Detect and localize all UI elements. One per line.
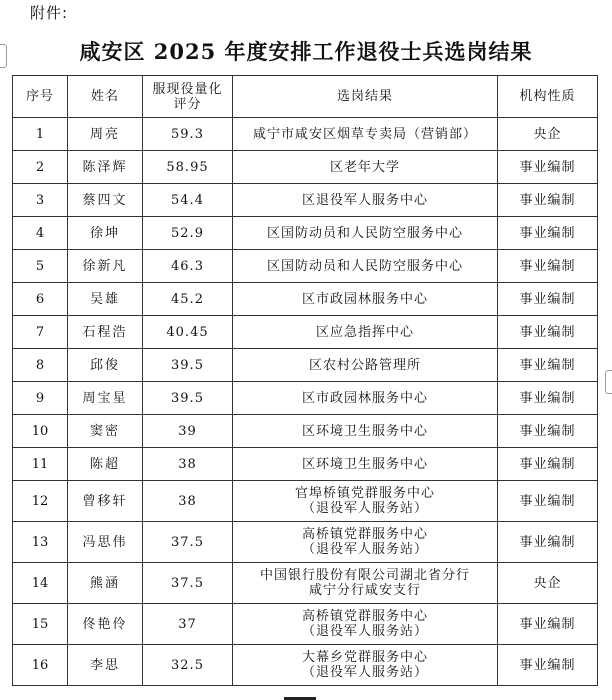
- row-result-cell: [233, 349, 498, 382]
- row-score-cell: 45.2: [143, 283, 233, 316]
- row-nature-cell: 事业编制: [498, 217, 598, 250]
- row-score-cell: 37: [143, 604, 233, 645]
- row-score-cell: 37.5: [143, 563, 233, 604]
- table-row: [13, 349, 598, 382]
- row-result-line1: 高桥镇党群服务中心: [301, 609, 428, 624]
- row-result-cell: [233, 382, 498, 415]
- header-nature: 机构性质: [498, 76, 598, 118]
- row-score-cell: 39: [143, 415, 233, 448]
- row-result-line1: 区市政园林服务中心: [301, 390, 428, 406]
- row-result-line1: 区退役军人服务中心: [301, 192, 428, 208]
- row-result-cell: [233, 316, 498, 349]
- row-no-cell: 7: [13, 316, 68, 349]
- row-result-line1: 区农村公路管理所: [308, 357, 421, 373]
- row-no-cell: 3: [13, 184, 68, 217]
- row-score-cell: 52.9: [143, 217, 233, 250]
- row-nature-cell: 事业编制: [498, 645, 598, 686]
- header-name: 姓名: [68, 76, 143, 118]
- table-row: [13, 382, 598, 415]
- row-name-cell: 曾移轩: [68, 481, 143, 522]
- row-name-cell: 邱俊: [68, 349, 143, 382]
- table-row: [13, 415, 598, 448]
- row-no-cell: 8: [13, 349, 68, 382]
- table-row: [13, 118, 598, 151]
- row-nature-cell: 事业编制: [498, 415, 598, 448]
- row-result-line1: 咸宁市咸安区烟草专卖局（营销部）: [252, 126, 477, 142]
- row-nature-cell: 事业编制: [498, 522, 598, 563]
- row-name-cell: 徐新凡: [68, 250, 143, 283]
- row-result-line1: 官埠桥镇党群服务中心: [294, 486, 435, 501]
- row-nature-cell: 事业编制: [498, 382, 598, 415]
- header-score-line2: 评分: [173, 96, 202, 112]
- row-nature-cell: 事业编制: [498, 250, 598, 283]
- row-nature-cell: 事业编制: [498, 604, 598, 645]
- row-result-line1: 高桥镇党群服务中心: [301, 527, 428, 542]
- row-name-cell: 冯思伟: [68, 522, 143, 563]
- header-score: [143, 76, 233, 118]
- row-name-cell: 蔡四文: [68, 184, 143, 217]
- row-result-line1: 区市政园林服务中心: [301, 291, 428, 307]
- row-result-line2: 咸宁分行咸安支行: [308, 583, 421, 598]
- row-score-cell: 39.5: [143, 382, 233, 415]
- row-result-cell: [233, 563, 498, 604]
- table-row: [13, 448, 598, 481]
- table-row: [13, 316, 598, 349]
- table-row: [13, 645, 598, 686]
- row-result-cell: [233, 217, 498, 250]
- row-no-cell: 2: [13, 151, 68, 184]
- row-no-cell: 6: [13, 283, 68, 316]
- row-score-cell: 37.5: [143, 522, 233, 563]
- row-no-cell: 9: [13, 382, 68, 415]
- row-nature-cell: 事业编制: [498, 283, 598, 316]
- row-score-cell: 39.5: [143, 349, 233, 382]
- row-result-cell: [233, 151, 498, 184]
- table-row: [13, 283, 598, 316]
- row-score-cell: 38: [143, 481, 233, 522]
- row-score-cell: 38: [143, 448, 233, 481]
- row-no-cell: 13: [13, 522, 68, 563]
- row-result-cell: [233, 184, 498, 217]
- row-result-line2: （退役军人服务站）: [301, 542, 428, 557]
- row-no-cell: 14: [13, 563, 68, 604]
- row-result-cell: [233, 448, 498, 481]
- row-no-cell: 11: [13, 448, 68, 481]
- row-score-cell: 54.4: [143, 184, 233, 217]
- row-no-cell: 12: [13, 481, 68, 522]
- row-result-cell: [233, 283, 498, 316]
- row-name-cell: 佟艳伶: [68, 604, 143, 645]
- row-result-cell: [233, 604, 498, 645]
- row-nature-cell: 央企: [498, 563, 598, 604]
- row-result-line2: （退役军人服务站）: [301, 501, 428, 516]
- row-nature-cell: 央企: [498, 118, 598, 151]
- row-nature-cell: 事业编制: [498, 151, 598, 184]
- row-no-cell: 16: [13, 645, 68, 686]
- row-score-cell: 40.45: [143, 316, 233, 349]
- row-result-line1: 区环境卫生服务中心: [301, 456, 428, 472]
- row-no-cell: 1: [13, 118, 68, 151]
- table-row: [13, 151, 598, 184]
- row-result-line1: 大幕乡党群服务中心: [301, 650, 428, 665]
- page-edge-marker-right: [605, 370, 612, 394]
- header-result: 选岗结果: [233, 76, 498, 118]
- row-result-line1: 区国防动员和人民防空服务中心: [266, 258, 463, 274]
- table-row: [13, 604, 598, 645]
- row-result-line1: 区国防动员和人民防空服务中心: [266, 225, 463, 241]
- row-name-cell: 周宝星: [68, 382, 143, 415]
- row-no-cell: 15: [13, 604, 68, 645]
- row-name-cell: 李思: [68, 645, 143, 686]
- row-result-line1: 区老年大学: [329, 159, 400, 175]
- row-result-cell: [233, 118, 498, 151]
- row-name-cell: 周亮: [68, 118, 143, 151]
- table-row: [13, 481, 598, 522]
- row-name-cell: 熊涵: [68, 563, 143, 604]
- row-result-line2: （退役军人服务站）: [301, 624, 428, 639]
- row-name-cell: 窦密: [68, 415, 143, 448]
- row-result-cell: [233, 415, 498, 448]
- table-row: [13, 184, 598, 217]
- row-score-cell: 59.3: [143, 118, 233, 151]
- row-result-cell: [233, 250, 498, 283]
- row-result-line1: 区环境卫生服务中心: [301, 423, 428, 439]
- row-no-cell: 10: [13, 415, 68, 448]
- row-nature-cell: 事业编制: [498, 316, 598, 349]
- row-name-cell: 吴雄: [68, 283, 143, 316]
- row-result-line1: 区应急指挥中心: [315, 324, 414, 340]
- row-result-cell: [233, 481, 498, 522]
- table-header-row: [13, 76, 598, 118]
- row-name-cell: 徐坤: [68, 217, 143, 250]
- document-title: 咸安区 2025 年度安排工作退役士兵选岗结果: [79, 39, 533, 64]
- row-score-cell: 58.95: [143, 151, 233, 184]
- table-body: [13, 118, 598, 686]
- row-no-cell: 5: [13, 250, 68, 283]
- table-row: [13, 250, 598, 283]
- row-score-cell: 32.5: [143, 645, 233, 686]
- row-name-cell: 陈超: [68, 448, 143, 481]
- row-result-cell: [233, 645, 498, 686]
- row-result-cell: [233, 522, 498, 563]
- row-name-cell: 石程浩: [68, 316, 143, 349]
- row-nature-cell: 事业编制: [498, 349, 598, 382]
- row-nature-cell: 事业编制: [498, 184, 598, 217]
- row-nature-cell: 事业编制: [498, 448, 598, 481]
- table-row: [13, 563, 598, 604]
- table-row: [13, 217, 598, 250]
- row-result-line2: （退役军人服务站）: [301, 665, 428, 680]
- table-row: [13, 522, 598, 563]
- row-result-line1: 中国银行股份有限公司湖北省分行: [259, 568, 470, 583]
- row-score-cell: 46.3: [143, 250, 233, 283]
- attachment-label: 附件:: [30, 4, 69, 22]
- row-no-cell: 4: [13, 217, 68, 250]
- row-nature-cell: 事业编制: [498, 481, 598, 522]
- results-table: [12, 75, 598, 686]
- row-name-cell: 陈泽辉: [68, 151, 143, 184]
- header-score-line1: 服现役量化: [152, 81, 223, 97]
- header-no: 序号: [13, 76, 68, 118]
